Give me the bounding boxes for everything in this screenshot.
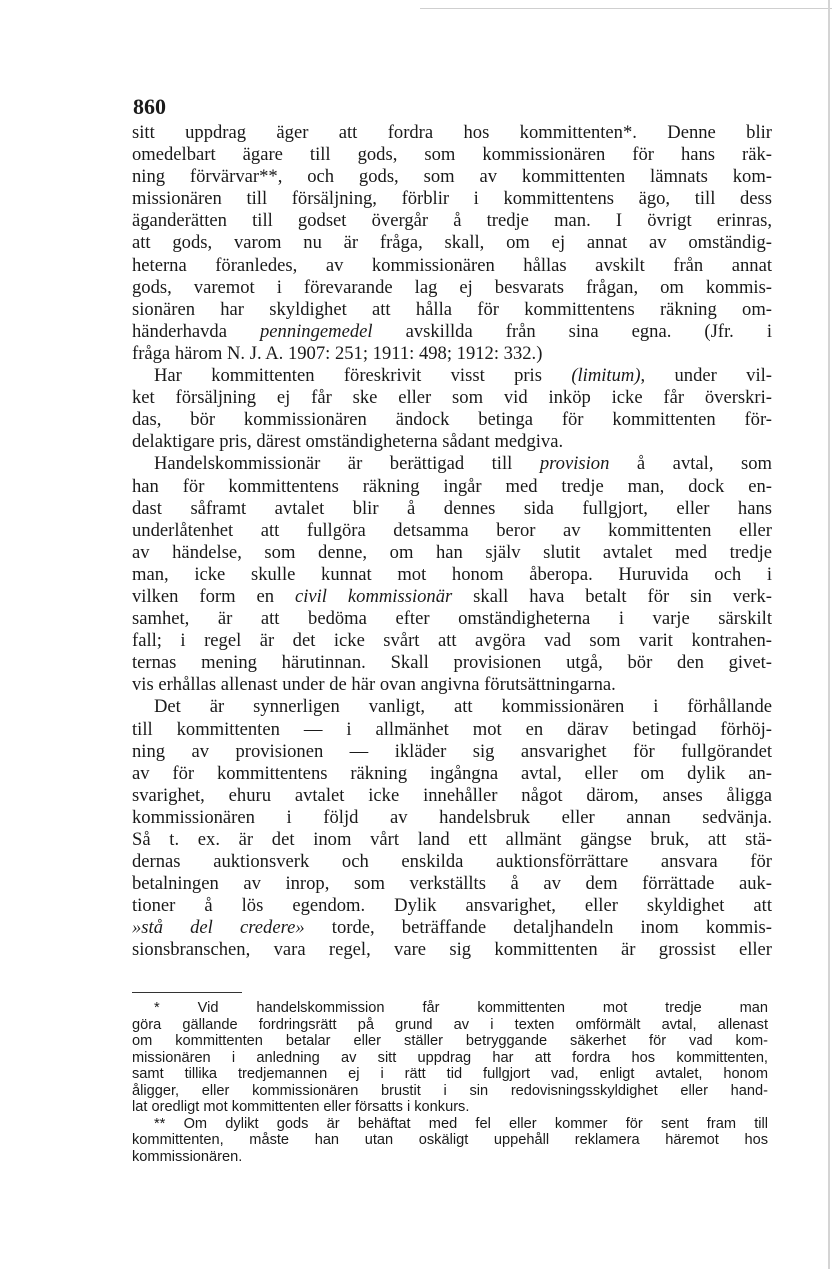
text-line: till kommittenten — i allmänhet mot en därav betingad förhöj- — [132, 718, 772, 740]
text-line: tioner å lös egendom. Dylik ansvarighet, eller skyldighet att — [132, 895, 772, 917]
footnote-line: göra gällande fordringsrätt på grund av i texten omförmält avtal, allenast — [132, 1016, 768, 1033]
text-line: sitt uppdrag äger att fordra hos kommittenten*. Denne blir — [132, 122, 772, 143]
footnote-line: kommittenten, måste han utan oskäligt uppehåll reklamera häremot hos — [132, 1132, 768, 1148]
text-line: omedelbart ägare till gods, som kommissionären för hans räk- — [132, 144, 772, 166]
text-line: händerhavda penningemedel avskillda från sina egna. (Jfr. i — [132, 320, 772, 342]
text-line: vis erhållas allenast under de här ovan angivna förutsättningarna. — [132, 674, 616, 696]
text-line: ning av provisionen — ikläder sig ansvarighet för fullgörandet — [132, 740, 772, 762]
text-line: gods, varemot i förevarande lag ej besvarats frågan, om kommis- — [132, 276, 772, 298]
text-line: ternas mening härutinnan. Skall provisionen utgå, bör den givet- — [132, 652, 772, 674]
text-line: att gods, varom nu är fråga, skall, om ej annat av omständig- — [132, 232, 772, 254]
text-line: dast såframt avtalet blir å dennes sida fullgjort, eller hans — [132, 497, 772, 519]
footnote-line: lat oredligt mot kommittenten eller försatts i konkurs. — [132, 1099, 470, 1115]
text-line: man, icke skulle kunnat mot honom åberopa. Huruvida och i — [132, 563, 772, 585]
footnotes — [132, 1000, 768, 1165]
text-line: Har kommittenten föreskrivit visst pris (limitum), under vil- — [154, 365, 773, 387]
footnote-line: samt tillika tredjemannen ej i rätt tid fullgjort vad, enligt avtalet, honom — [132, 1066, 768, 1082]
text-line: sionsbranschen, vara regel, vare sig kommittenten är grossist eller — [132, 939, 772, 961]
text-line: sionären har skyldighet att hålla för kommittentens räkning om- — [132, 298, 772, 320]
text-line: betalningen av inrop, som verkställts å av dem förrättade auk- — [132, 873, 772, 895]
text-line: »stå del credere» torde, beträffande detaljhandeln inom kommis- — [132, 917, 772, 939]
text-line: svarighet, ehuru avtalet icke innehåller något därom, anses åligga — [132, 784, 772, 806]
scan-right-edge — [828, 0, 830, 1269]
footnote-line: missionären i anledning av sitt uppdrag har att fordra hos kommittenten, — [132, 1049, 768, 1066]
text-line: underlåtenhet att fullgöra detsamma beror av kommittenten eller — [132, 519, 772, 541]
footnote-line: åligger, eller kommissionären brustit i sin redovisningsskyldighet eller hand- — [132, 1082, 768, 1099]
text-line: vilken form en civil kommissionär skall hava betalt för sin verk- — [132, 585, 772, 607]
text-line: av för kommittentens räkning ingångna avtal, eller om dylik an- — [132, 762, 772, 784]
text-line: delaktigare pris, därest omständigheterna sådant medgiva. — [132, 431, 564, 453]
text-line: fråga härom N. J. A. 1907: 251; 1911: 498; 1912: 332.) — [132, 342, 543, 364]
text-line: av händelse, som denne, om han själv slutit avtalet med tredje — [132, 541, 772, 563]
text-line: ket försäljning ej får ske eller som vid inköp icke får överskri- — [132, 387, 772, 409]
text-line: fall; i regel är det icke svårt att avgöra vad som varit kontrahen- — [132, 630, 772, 652]
page-number: 860 — [133, 94, 166, 119]
footnote-line: om kommittenten betalar eller ställer betryggande säkerhet för vad kom- — [132, 1033, 768, 1049]
text-line: han för kommittentens räkning ingår med tredje man, dock en- — [132, 475, 772, 497]
text-line: das, bör kommissionären ändock betinga för kommittenten för- — [132, 409, 772, 431]
text-line: ning förvärvar**, och gods, som av kommittenten lämnats kom- — [132, 166, 772, 188]
text-line: dernas auktionsverk och enskilda auktionsförrättare ansvara för — [132, 851, 772, 873]
footnote-line: kommissionären. — [132, 1148, 243, 1165]
scan-top-edge — [420, 8, 832, 9]
text-line: missionären till försäljning, förblir i kommittentens ägo, till dess — [132, 188, 772, 210]
text-line: heterna föranledes, av kommissionären hållas avskilt från annat — [132, 254, 772, 276]
footnote-divider — [132, 992, 242, 993]
text-line: samhet, är att bedöma efter omständigheterna i varje särskilt — [132, 608, 772, 630]
text-line: kommissionären i följd av handelsbruk eller annan sedvänja. — [132, 806, 772, 828]
footnote-line: * Vid handelskommission får kommittenten mot tredje man — [154, 1000, 768, 1016]
text-line: äganderätten till godset övergår å tredje man. I övrigt erinras, — [132, 210, 772, 232]
text-line: Handelskommissionär är berättigad till provision å avtal, som — [154, 453, 772, 475]
text-line: Det är synnerligen vanligt, att kommissionären i förhållande — [154, 696, 772, 718]
main-text — [132, 122, 772, 962]
footnote-line: ** Om dylikt gods är behäftat med fel eller kommer för sent fram till — [154, 1115, 768, 1132]
text-line: Så t. ex. är det inom vårt land ett allmänt gängse bruk, att stä- — [132, 829, 772, 850]
